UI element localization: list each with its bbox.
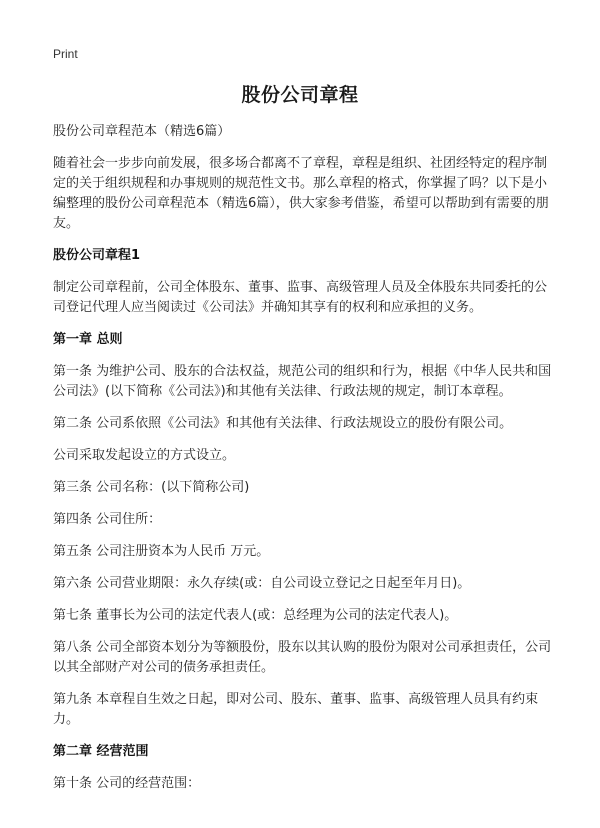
section-paragraph: 制定公司章程前，公司全体股东、董事、监事、高级管理人员及全体股东共同委托的公司登记代理人应当阅读过《公司法》并确知其享有的权利和应承担的义务。 xyxy=(53,280,548,315)
article-3: 第三条 公司名称：(以下简称公司) xyxy=(53,480,250,495)
article-5: 第五条 公司注册资本为人民币 万元。 xyxy=(53,544,270,559)
article-2-note: 公司采取发起设立的方式设立。 xyxy=(53,448,236,463)
subtitle: 股份公司章程范本（精选6篇） xyxy=(53,124,231,139)
section-heading: 股份公司章程1 xyxy=(53,248,141,263)
chapter-heading: 第二章 经营范围 xyxy=(53,744,149,759)
document-body xyxy=(53,122,553,806)
article-1: 第一条 为维护公司、股东的合法权益，规范公司的组织和行为，根据《中华人民共和国公司法》(以下简称《公司法》)和其他有关法律、行政法规的规定，制订本章程。 xyxy=(53,364,552,399)
intro-paragraph: 随着社会一步步向前发展，很多场合都离不了章程，章程是组织、社团经特定的程序制定的关于组织规程和办事规则的规范性文书。那么章程的格式，你掌握了吗？以下是小编整理的股份公司章程范本（精选6篇），供大家参考借鉴，希望可以帮助到有需要的朋友。 xyxy=(53,156,549,231)
chapter-heading: 第一章 总则 xyxy=(53,332,123,347)
article-8: 第八条 公司全部资本划分为等额股份，股东以其认购的股份为限对公司承担责任，公司以其全部财产对公司的债务承担责任。 xyxy=(53,640,552,675)
article-9: 第九条 本章程自生效之日起，即对公司、股东、董事、监事、高级管理人员具有约束力。 xyxy=(53,692,539,727)
article-10: 第十条 公司的经营范围： xyxy=(53,776,201,791)
article-4: 第四条 公司住所： xyxy=(53,512,162,527)
article-6: 第六条 公司营业期限：永久存续(或：自公司设立登记之日起至年月日)。 xyxy=(53,576,471,591)
article-7: 第七条 董事长为公司的法定代表人(或：总经理为公司的法定代表人)。 xyxy=(53,608,458,623)
page-title: 股份公司章程 xyxy=(241,84,359,106)
print-link[interactable]: Print xyxy=(53,47,78,61)
article-2: 第二条 公司系依照《公司法》和其他有关法律、行政法规设立的股份有限公司。 xyxy=(53,416,513,431)
